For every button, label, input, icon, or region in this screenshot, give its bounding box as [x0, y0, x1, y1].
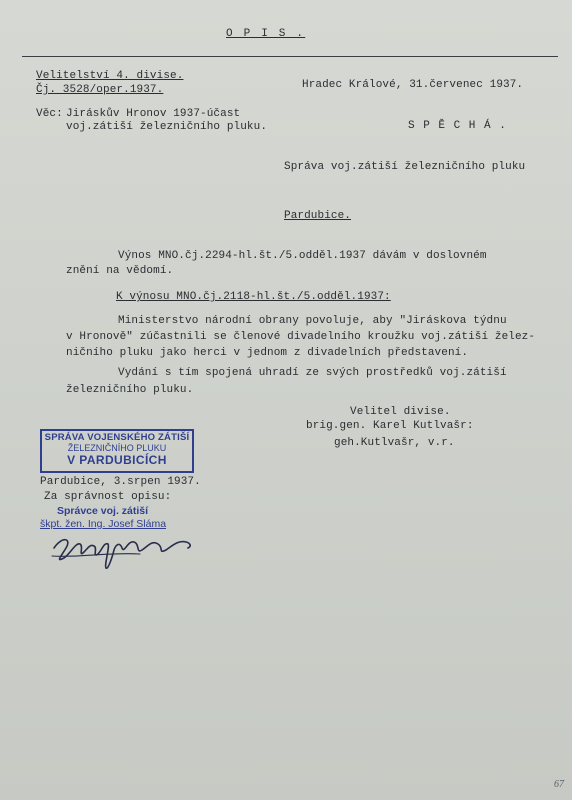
- sender-line-2: Čj. 3528/oper.1937.: [36, 84, 164, 96]
- page-pencil-mark: 67: [554, 779, 564, 790]
- document-title: O P I S .: [226, 28, 306, 40]
- handwritten-signature: [48, 528, 198, 574]
- body-p1-line2: znění na vědomí.: [66, 265, 174, 277]
- certification-label: Za správnost opisu:: [44, 491, 172, 503]
- stamp-line-1: SPRÁVA VOJENSKÉHO ZÁTIŠÍ: [44, 432, 190, 443]
- body-p3-line1: Vydání s tím spojená uhradí ze svých prostředků voj.zátiší: [118, 367, 507, 379]
- body-p2-line3: ničního pluku jako herci v jednom z divadelních představení.: [66, 347, 469, 359]
- stamp-line-3: V PARDUBICÍCH: [67, 453, 167, 467]
- header-rule: [22, 56, 558, 57]
- office-stamp: [40, 429, 194, 473]
- certification-place-date: Pardubice, 3.srpen 1937.: [40, 476, 201, 488]
- subject-label: Věc:: [36, 108, 63, 120]
- certifier-name: škpt. žen. Ing. Josef Sláma: [40, 518, 167, 530]
- signature-title: Velitel divise.: [350, 406, 451, 418]
- reference-heading: K výnosu MNO.čj.2118-hl.št./5.odděl.1937:: [116, 291, 391, 303]
- subject-line-1: Jiráskův Hronov 1937-účast: [66, 108, 241, 120]
- signature-signed: geh.Kutlvašr, v.r.: [334, 437, 455, 449]
- signature-rank-name: brig.gen. Karel Kutlvašr:: [306, 420, 474, 432]
- subject-line-2: voj.zátiší železničního pluku.: [66, 121, 268, 133]
- place-date: Hradec Králové, 31.červenec 1937.: [302, 79, 524, 91]
- stamp-line-2: ŽELEZNIČNÍHO PLUKU: [67, 443, 167, 453]
- body-p1-line1: Výnos MNO.čj.2294-hl.št./5.odděl.1937 dávám v doslovném: [118, 250, 487, 262]
- body-p3-line2: železničního pluku.: [66, 384, 194, 396]
- certifier-role: Správce voj. zátiší: [57, 505, 149, 517]
- sender-line-1: Velitelství 4. divise.: [36, 70, 184, 82]
- body-p2-line2: v Hronově" zúčastnili se členové divadelního kroužku voj.zátiší želez-: [66, 331, 536, 343]
- addressee-line: Správa voj.zátiší železničního pluku: [284, 161, 526, 173]
- addressee-city: Pardubice.: [284, 210, 352, 222]
- urgent-mark: S P Ě C H Á .: [408, 120, 507, 132]
- body-p2-line1: Ministerstvo národní obrany povoluje, aby "Jiráskova týdnu: [118, 315, 507, 327]
